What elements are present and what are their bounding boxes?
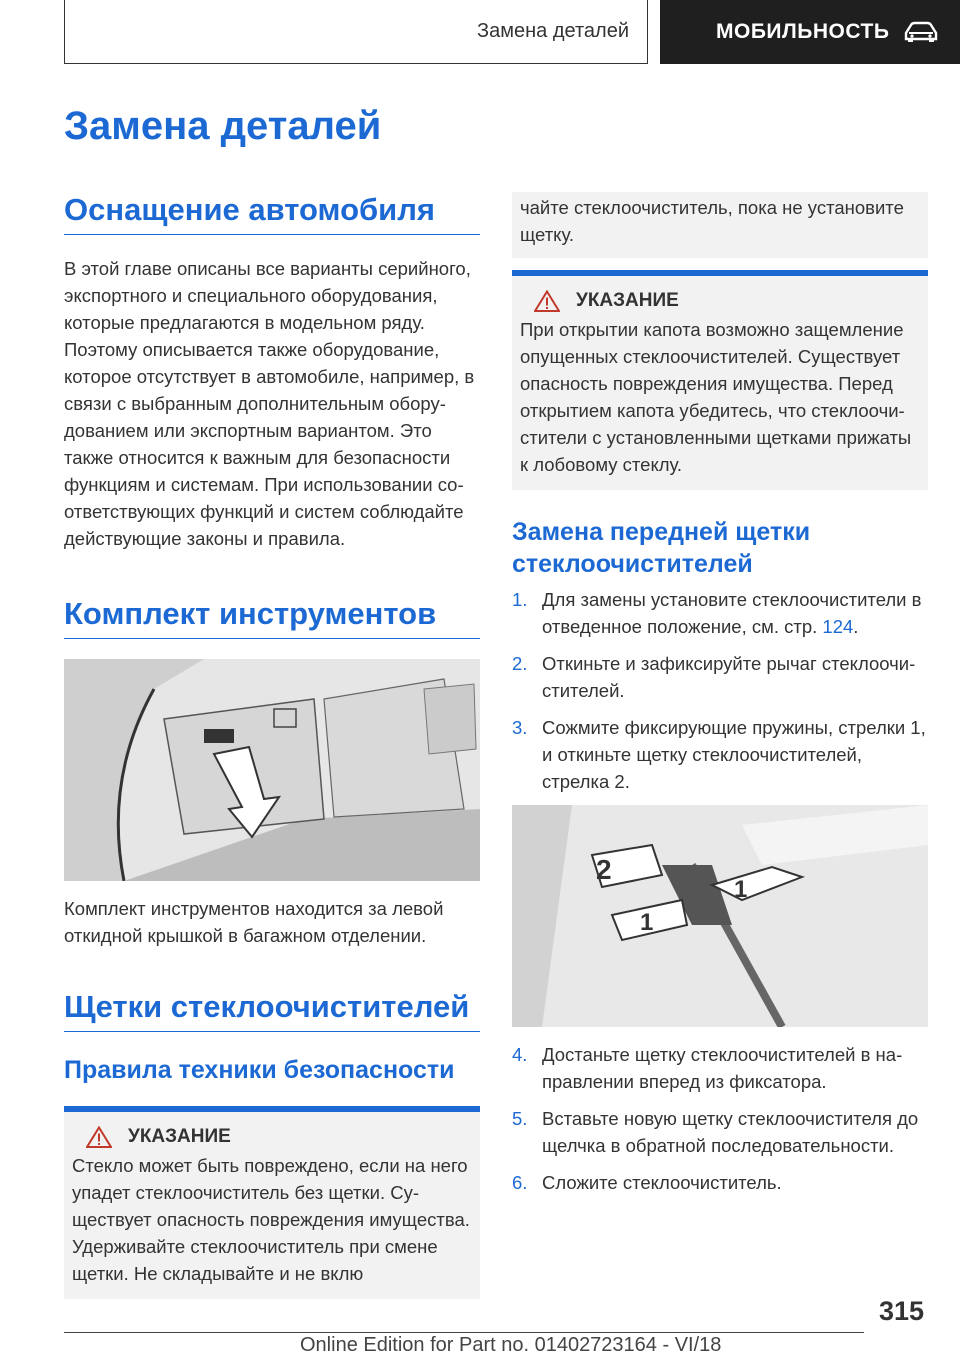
wiper-photo — [512, 805, 928, 1027]
left-column — [64, 192, 480, 1299]
arrow-label-1b: 1 — [640, 909, 654, 936]
warning-title-right: УКАЗАНИЕ — [576, 290, 679, 311]
steps-list — [512, 586, 928, 795]
page-link[interactable]: 124 — [822, 616, 854, 637]
warning-text-left: Стекло может быть повреждено, если на него упадет стеклоочиститель без щетки. Существует опасность повреждения имущества. Удерживайте стеклоочиститель при смене щетки. Не складывайте и не вклю — [72, 1155, 470, 1284]
toolkit-caption: Комплект инструментов находится за левой откидной крышкой в багажном отделении. — [64, 898, 444, 946]
warning-icon — [86, 1126, 112, 1148]
warning-box-right — [512, 270, 928, 490]
wiper-illustration — [512, 805, 928, 1027]
equipment-body: В этой главе описаны все варианты серийного, экспортного и специального оборудования, которые предлагаются в модельном ряду. Поэтому описывается также оборудование, которое отсутствует в автомобиле, например, в связи с выбранным дополнительным оборудованием или экспортным вариантом. Это также относится к важным для безопасности функциям и системам. При использовании соответствующих функций и систем соблюдайте действующие законы и правила. — [64, 258, 475, 549]
wipers-heading: Щетки стеклоочистителей — [64, 989, 480, 1032]
trunk-illustration — [64, 659, 480, 881]
trunk-photo — [64, 659, 480, 881]
header-category-label: МОБИЛЬНОСТЬ — [716, 20, 890, 43]
warning-text-right: При открытии капота возможно защемление опущенных стеклоочистителей. Существует опасность повреждения имущества. Перед открытием капота убедитесь, что стеклоочистители с установленными щетками прижаты к лобовому стеклу. — [520, 319, 912, 475]
header-section-tab — [64, 0, 648, 64]
right-column — [512, 192, 928, 1206]
list-item: 4. Достаньте щетку стеклоочистителей в направлении вперед из фиксатора. — [512, 1044, 903, 1092]
page-number: 315 — [878, 1296, 924, 1326]
replace-wiper-heading: Замена передней щетки стеклоочистителей — [512, 518, 811, 578]
arrow-label-1a: 1 — [734, 876, 748, 903]
list-item: 3. Сожмите фиксирующие пружины, стрелки 1, и откиньте щетку стеклоочистителей, стрелка 2. — [512, 717, 926, 792]
chapter-title: Замена деталей — [64, 104, 382, 148]
footer-edition: Online Edition for Part no. 01402723164 - VI/18 — [300, 1334, 722, 1356]
warning-box-left — [64, 1106, 480, 1299]
safety-subheading: Правила техники безопасности — [64, 1056, 455, 1084]
warning-icon — [534, 290, 560, 312]
list-item: 6. Сложите стеклоочиститель. — [512, 1172, 782, 1193]
warning-continuation — [512, 192, 928, 258]
header-category-tab — [660, 0, 960, 64]
car-icon — [903, 21, 939, 43]
list-item: 1. Для замены установите стеклоочистители в отведенное положение, см. стр. 124. — [512, 589, 922, 637]
header-section-label: Замена деталей — [477, 20, 629, 42]
footer-divider — [64, 1332, 864, 1333]
warning-continuation-text: чайте стеклоочиститель, пока не установите щетку. — [520, 197, 904, 245]
warning-title-left: УКАЗАНИЕ — [128, 1126, 231, 1147]
arrow-label-2: 2 — [596, 854, 612, 885]
toolkit-heading: Комплект инструментов — [64, 596, 480, 639]
steps-list-2 — [512, 1041, 928, 1196]
equipment-heading: Оснащение автомобиля — [64, 192, 480, 235]
list-item: 5. Вставьте новую щетку стеклоочистителя до щелчка в обратной последовательности. — [512, 1108, 919, 1156]
list-item: 2. Откиньте и зафиксируйте рычаг стеклоочистителей. — [512, 653, 916, 701]
